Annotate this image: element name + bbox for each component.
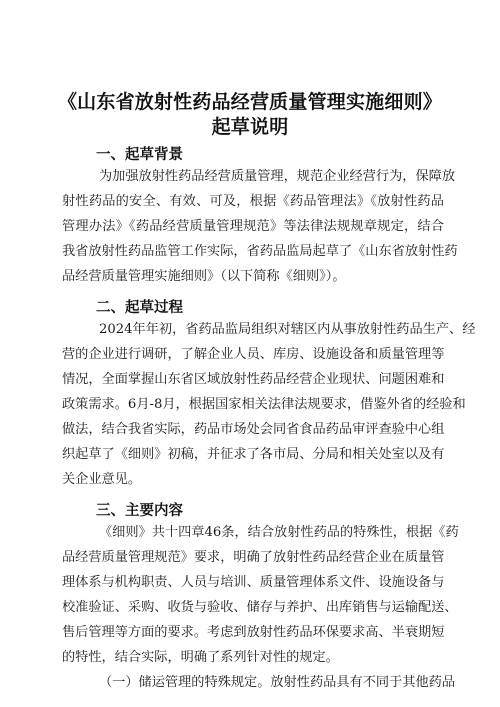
section-heading: 二、起草过程 bbox=[96, 300, 183, 316]
paragraph-line: 品经营质量管理规范》要求，明确了放射性药品经营企业在质量管 bbox=[62, 550, 445, 565]
paragraph-line: 2024年年初，省药品监局组织对辖区内从事放射性药品生产、经 bbox=[99, 322, 476, 337]
paragraph-line: 织起草了《细则》初稿，并征求了各市局、分局和相关处室以及有 bbox=[62, 447, 445, 462]
paragraph-line: 我省放射性药品监管工作实际，省药品监局起草了《山东省放射性药 bbox=[62, 244, 458, 259]
paragraph-line: 校准验证、采购、收货与验收、储存与养护、出库销售与运输配送、 bbox=[62, 600, 458, 615]
paragraph-line: 理体系与机构职责、人员与培训、质量管理体系文件、设施设备与 bbox=[62, 575, 445, 590]
paragraph-line: 《细则》共十四章46条，结合放射性药品的特殊性，根据《药 bbox=[99, 525, 459, 540]
paragraph-line: 做法，结合我省实际，药品市场处会同省食品药品审评查验中心组 bbox=[62, 422, 445, 437]
section-heading: 三、主要内容 bbox=[96, 503, 183, 519]
document-title: 《山东省放射性药品经营质量管理实施细则》 bbox=[57, 91, 442, 113]
paragraph-line: 管理办法》《药品经营质量管理规范》等法律法规规章规定，结合 bbox=[62, 219, 444, 234]
paragraph-line: 关企业意见。 bbox=[62, 472, 142, 487]
paragraph-line: 射性药品的安全、有效、可及，根据《药品管理法》《放射性药品 bbox=[62, 194, 444, 209]
paragraph-line: 营的企业进行调研，了解企业人员、库房、设施设备和质量管理等 bbox=[62, 347, 445, 362]
document-subtitle: 起草说明 bbox=[211, 116, 289, 138]
paragraph-line: 的特性，结合实际，明确了系列针对性的规定。 bbox=[62, 650, 339, 665]
section-heading: 一、起草背景 bbox=[96, 147, 183, 163]
paragraph-line: 售后管理等方面的要求。考虑到放射性药品环保要求高、半衰期短 bbox=[62, 625, 445, 640]
paragraph-line: 品经营质量管理实施细则》（以下简称《细则》）。 bbox=[62, 269, 346, 284]
paragraph-line: 情况，全面掌握山东省区域放射性药品经营企业现状、问题困难和 bbox=[62, 372, 445, 387]
paragraph-line: 为加强放射性药品经营质量管理，规范企业经营行为，保障放 bbox=[99, 169, 456, 184]
paragraph-line: 政策需求。6月-8月，根据国家相关法律法规要求，借鉴外省的经验和 bbox=[62, 397, 466, 412]
paragraph-line: （一）储运管理的特殊规定。放射性药品具有不同于其他药品 bbox=[99, 675, 456, 690]
